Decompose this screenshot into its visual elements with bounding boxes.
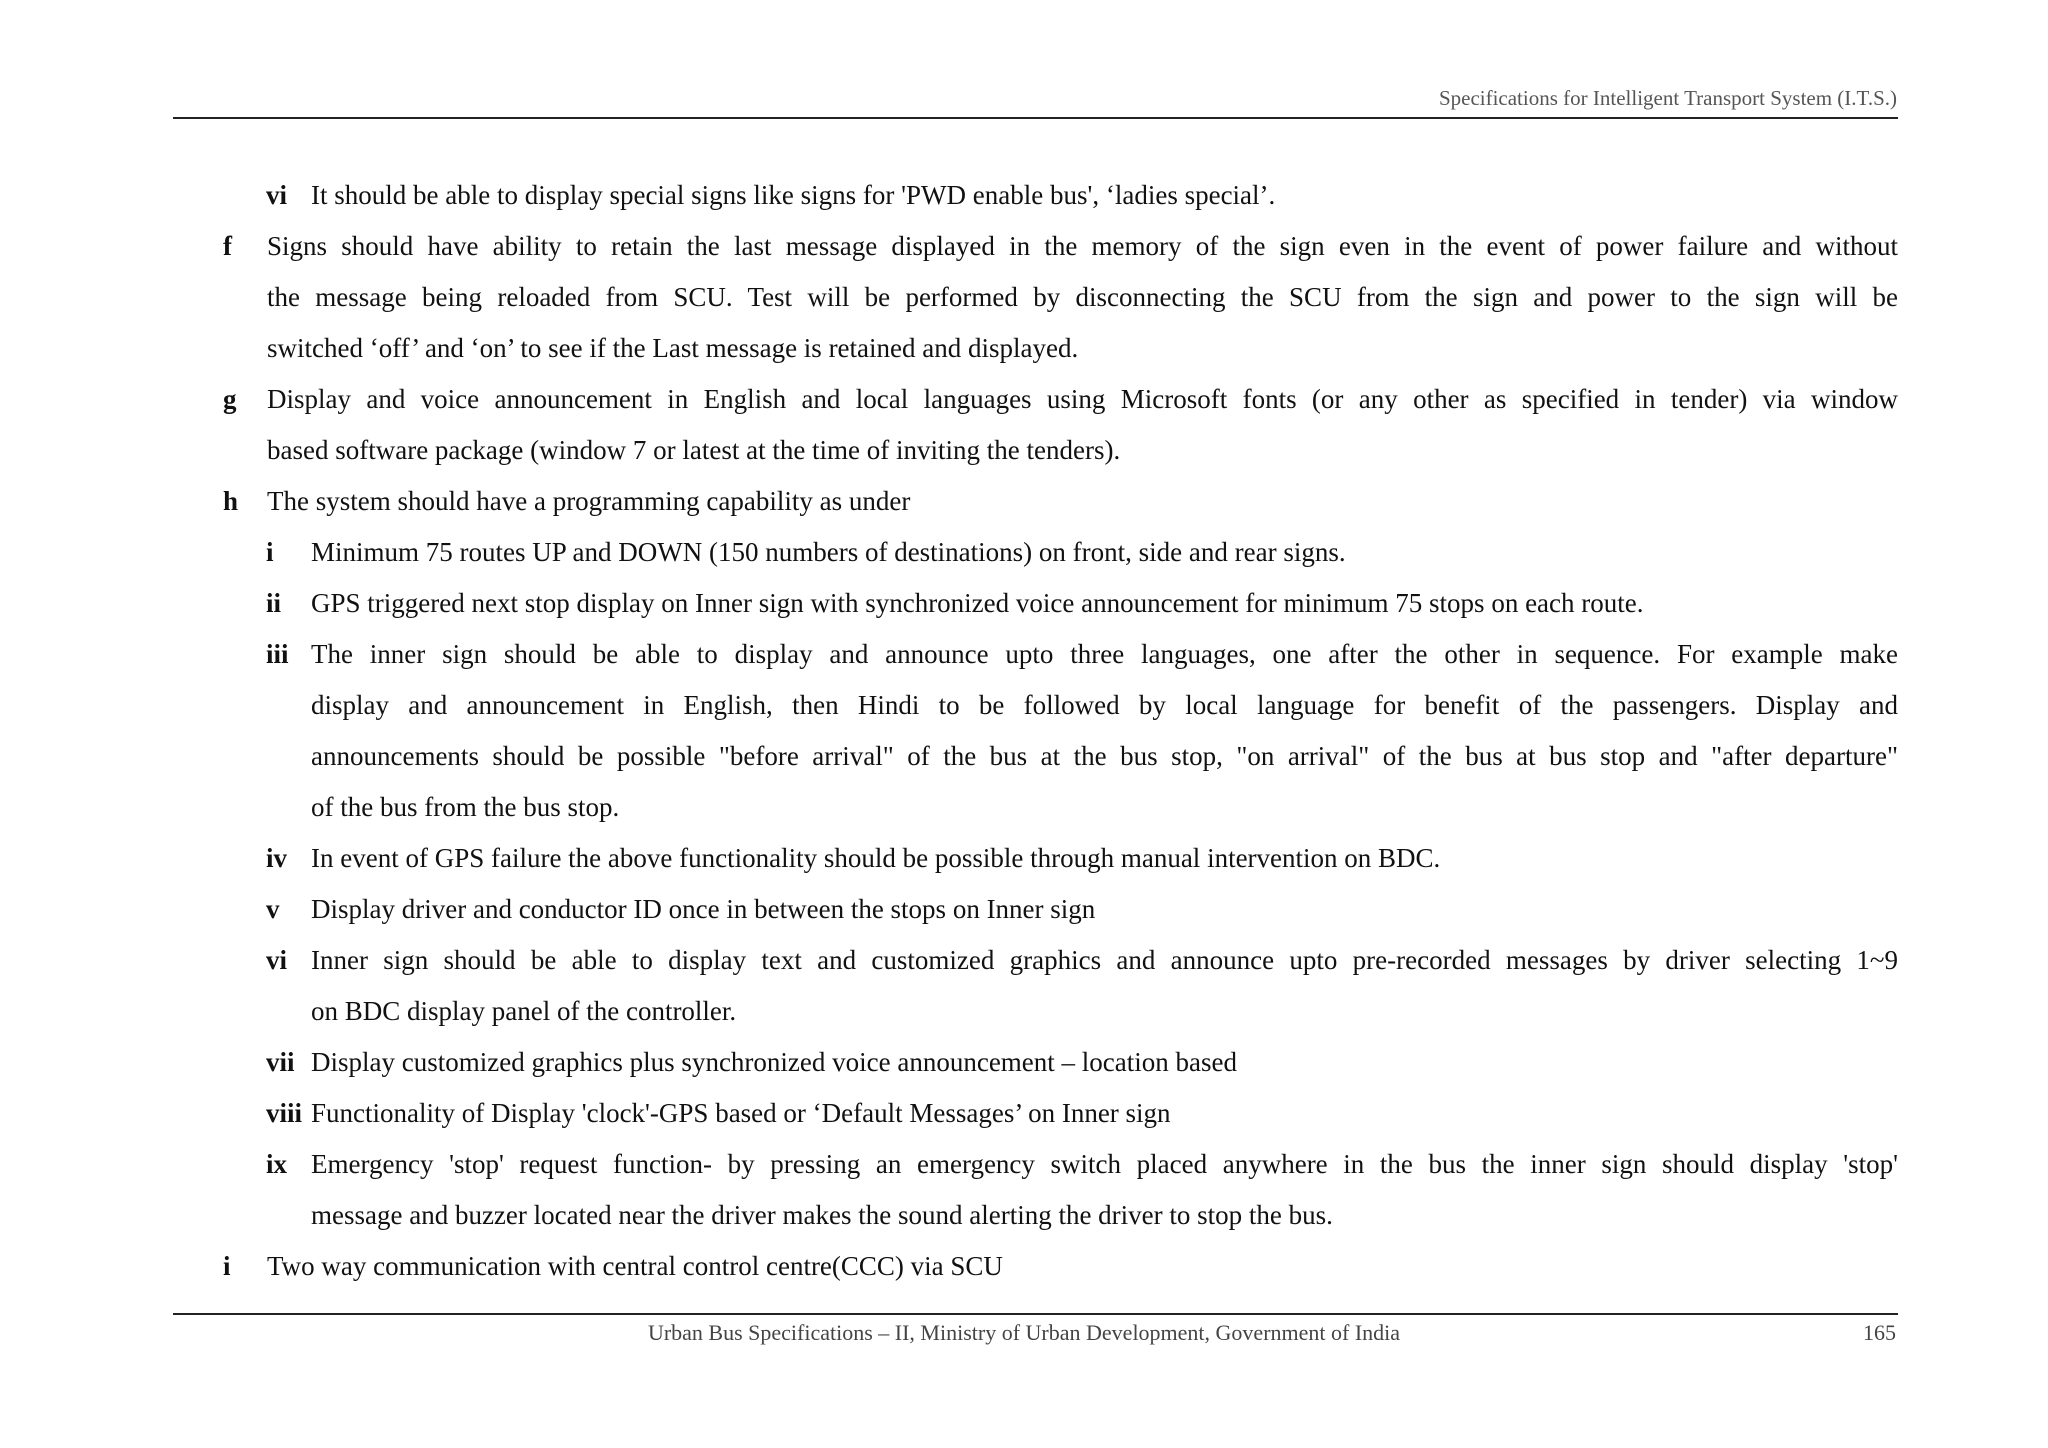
item-label: iii xyxy=(266,639,289,669)
item-label: v xyxy=(266,894,280,924)
item-label: g xyxy=(223,384,237,414)
list-item xyxy=(0,1241,2048,1292)
list-item-continuation xyxy=(0,425,2048,476)
sub-list-item xyxy=(0,578,2048,629)
item-text: Display driver and conductor ID once in between the stops on Inner sign xyxy=(311,894,1096,924)
item-label: vii xyxy=(266,1047,295,1077)
item-text: Inner sign should be able to display text and customized graphics and announce upto pre-recorded messages by driver selecting 1~9 xyxy=(311,945,1898,975)
sub-list-item xyxy=(0,1088,2048,1139)
page-number: 165 xyxy=(1863,1320,1896,1345)
header-rule xyxy=(173,117,1898,119)
footer-rule xyxy=(173,1313,1898,1315)
item-label: h xyxy=(223,486,239,516)
item-text: Display and voice announcement in English and local languages using Microsoft fonts (or any other as specified in tender) via window xyxy=(267,384,1898,414)
item-label: f xyxy=(223,231,232,261)
item-text: GPS triggered next stop display on Inner sign with synchronized voice announcement for minimum 75 stops on each route. xyxy=(311,588,1644,618)
item-text: based software package (window 7 or latest at the time of inviting the tenders). xyxy=(267,435,1121,465)
sub-list-item xyxy=(0,884,2048,935)
item-label: iv xyxy=(266,843,288,873)
item-text: message and buzzer located near the driver makes the sound alerting the driver to stop the bus. xyxy=(311,1200,1333,1230)
item-text: The system should have a programming capability as under xyxy=(267,486,911,516)
list-item-continuation xyxy=(0,272,2048,323)
item-text: Minimum 75 routes UP and DOWN (150 numbers of destinations) on front, side and rear signs. xyxy=(311,537,1346,567)
sub-list-item xyxy=(0,1037,2048,1088)
sub-list-item-continuation xyxy=(0,986,2048,1037)
item-label: viii xyxy=(266,1098,303,1128)
list-item xyxy=(0,374,2048,425)
item-label: ii xyxy=(266,588,282,618)
sub-list-item xyxy=(0,527,2048,578)
sub-list-item xyxy=(0,629,2048,680)
list-item xyxy=(0,221,2048,272)
list-item xyxy=(0,476,2048,527)
item-text: display and announcement in English, then Hindi to be followed by local language for benefit of the passengers. Display and xyxy=(311,690,1898,720)
sub-list-item-continuation xyxy=(0,782,2048,833)
sub-list-item-continuation xyxy=(0,680,2048,731)
item-text: Signs should have ability to retain the last message displayed in the memory of the sign even in the event of power failure and without xyxy=(267,231,1898,261)
item-text: The inner sign should be able to display and announce upto three languages, one after the other in sequence. For example make xyxy=(311,639,1898,669)
item-text: of the bus from the bus stop. xyxy=(311,792,620,822)
list-item-continuation xyxy=(0,323,2048,374)
item-label: vi xyxy=(266,180,288,210)
item-label: i xyxy=(223,1251,231,1281)
item-text: Display customized graphics plus synchronized voice announcement – location based xyxy=(311,1047,1237,1077)
sub-list-item xyxy=(0,935,2048,986)
item-text: Emergency 'stop' request function- by pressing an emergency switch placed anywhere in the bus the inner sign should display 'stop' xyxy=(311,1149,1898,1179)
item-label: vi xyxy=(266,945,288,975)
sub-list-item-continuation xyxy=(0,731,2048,782)
running-header: Specifications for Intelligent Transport System (I.T.S.) xyxy=(1438,86,1897,110)
item-text: In event of GPS failure the above functionality should be possible through manual intervention on BDC. xyxy=(311,843,1441,873)
item-text: switched ‘off’ and ‘on’ to see if the Last message is retained and displayed. xyxy=(267,333,1079,363)
sub-list-item xyxy=(0,1139,2048,1190)
item-text: the message being reloaded from SCU. Test will be performed by disconnecting the SCU from the sign and power to the sign will be xyxy=(267,282,1898,312)
item-text: It should be able to display special signs like signs for 'PWD enable bus', ‘ladies special’. xyxy=(311,180,1276,210)
sub-list-item xyxy=(0,833,2048,884)
item-text: Functionality of Display 'clock'-GPS based or ‘Default Messages’ on Inner sign xyxy=(311,1098,1171,1128)
list-item xyxy=(0,170,2048,221)
sub-list-item-continuation xyxy=(0,1190,2048,1241)
item-text: Two way communication with central control centre(CCC) via SCU xyxy=(267,1251,1003,1281)
item-text: on BDC display panel of the controller. xyxy=(311,996,737,1026)
running-footer: Urban Bus Specifications – II, Ministry of Urban Development, Government of India xyxy=(647,1320,1401,1345)
item-label: i xyxy=(266,537,274,567)
item-label: ix xyxy=(266,1149,288,1179)
item-text: announcements should be possible "before arrival" of the bus at the bus stop, "on arrival" of the bus at bus stop and "after departure" xyxy=(311,741,1898,771)
